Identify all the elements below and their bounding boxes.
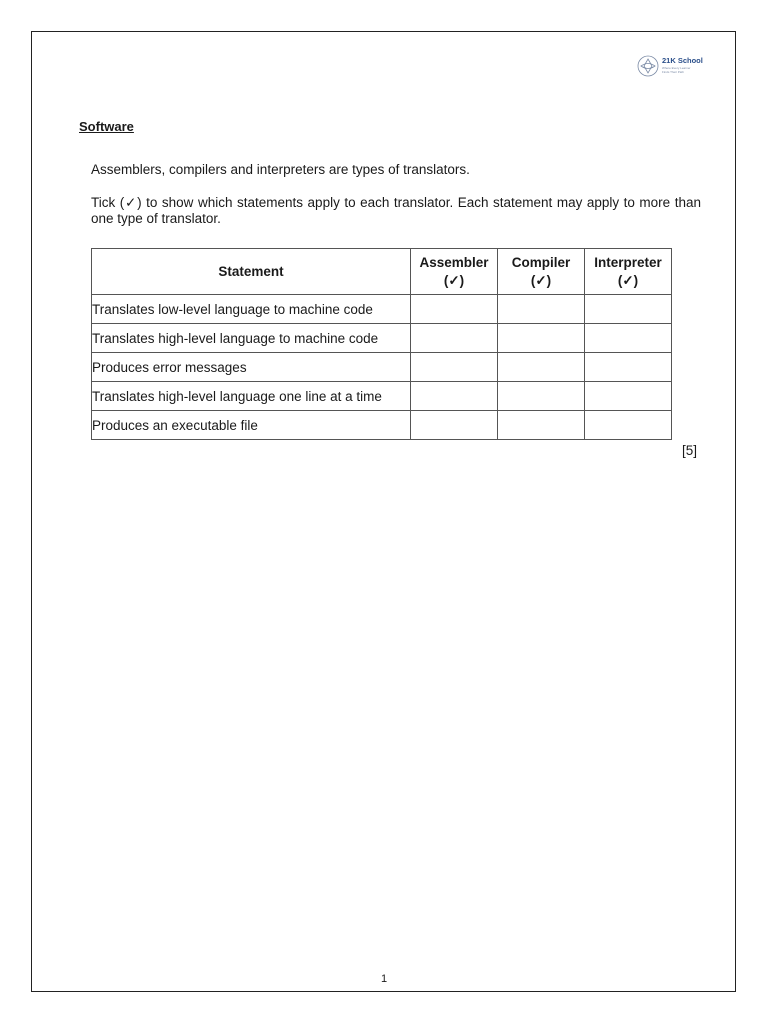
assembler-tick-cell[interactable]	[411, 295, 498, 324]
compiler-tick-cell[interactable]	[498, 411, 585, 440]
header-compiler-tick: (✓)	[530, 272, 552, 288]
table-header-row	[92, 249, 672, 295]
page-number: 1	[380, 973, 388, 985]
statement-cell: Translates low-level language to machine code	[92, 295, 411, 324]
compiler-tick-cell[interactable]	[498, 353, 585, 382]
table-row	[92, 411, 672, 440]
lotus-icon	[637, 55, 659, 77]
intro-text: Assemblers, compilers and interpreters are types of translators.	[91, 162, 470, 177]
statement-cell: Produces error messages	[92, 353, 411, 382]
table-row	[92, 353, 672, 382]
school-logo	[637, 55, 707, 79]
header-statement: Statement	[92, 249, 411, 295]
statement-cell: Translates high-level language to machine code	[92, 324, 411, 353]
table-row	[92, 324, 672, 353]
logo-tagline-2: Finds Their Path	[662, 70, 684, 74]
logo-name: 21K School	[662, 56, 703, 65]
compiler-tick-cell[interactable]	[498, 295, 585, 324]
statement-cell: Translates high-level language one line at a time	[92, 382, 411, 411]
header-assembler-label: Assembler	[419, 254, 489, 270]
translator-table	[91, 248, 672, 440]
interpreter-tick-cell[interactable]	[585, 295, 672, 324]
header-assembler	[411, 249, 498, 295]
interpreter-tick-cell[interactable]	[585, 411, 672, 440]
table-row	[92, 382, 672, 411]
statement-cell: Produces an executable file	[92, 411, 411, 440]
assembler-tick-cell[interactable]	[411, 411, 498, 440]
interpreter-tick-cell[interactable]	[585, 324, 672, 353]
assembler-tick-cell[interactable]	[411, 382, 498, 411]
marks-label: [5]	[682, 443, 698, 458]
header-interpreter-tick: (✓)	[617, 272, 639, 288]
header-compiler-label: Compiler	[511, 254, 571, 270]
logo-tagline-1: Where Every Learner	[662, 66, 691, 70]
header-compiler	[498, 249, 585, 295]
instruction-text: Tick (✓) to show which statements apply to each translator. Each statement may apply to more than one type of translator.	[91, 195, 701, 226]
assembler-tick-cell[interactable]	[411, 353, 498, 382]
table-row	[92, 295, 672, 324]
section-title: Software	[79, 119, 134, 134]
compiler-tick-cell[interactable]	[498, 382, 585, 411]
interpreter-tick-cell[interactable]	[585, 382, 672, 411]
compiler-tick-cell[interactable]	[498, 324, 585, 353]
assembler-tick-cell[interactable]	[411, 324, 498, 353]
header-interpreter	[585, 249, 672, 295]
header-assembler-tick: (✓)	[443, 272, 465, 288]
interpreter-tick-cell[interactable]	[585, 353, 672, 382]
header-interpreter-label: Interpreter	[594, 254, 662, 270]
